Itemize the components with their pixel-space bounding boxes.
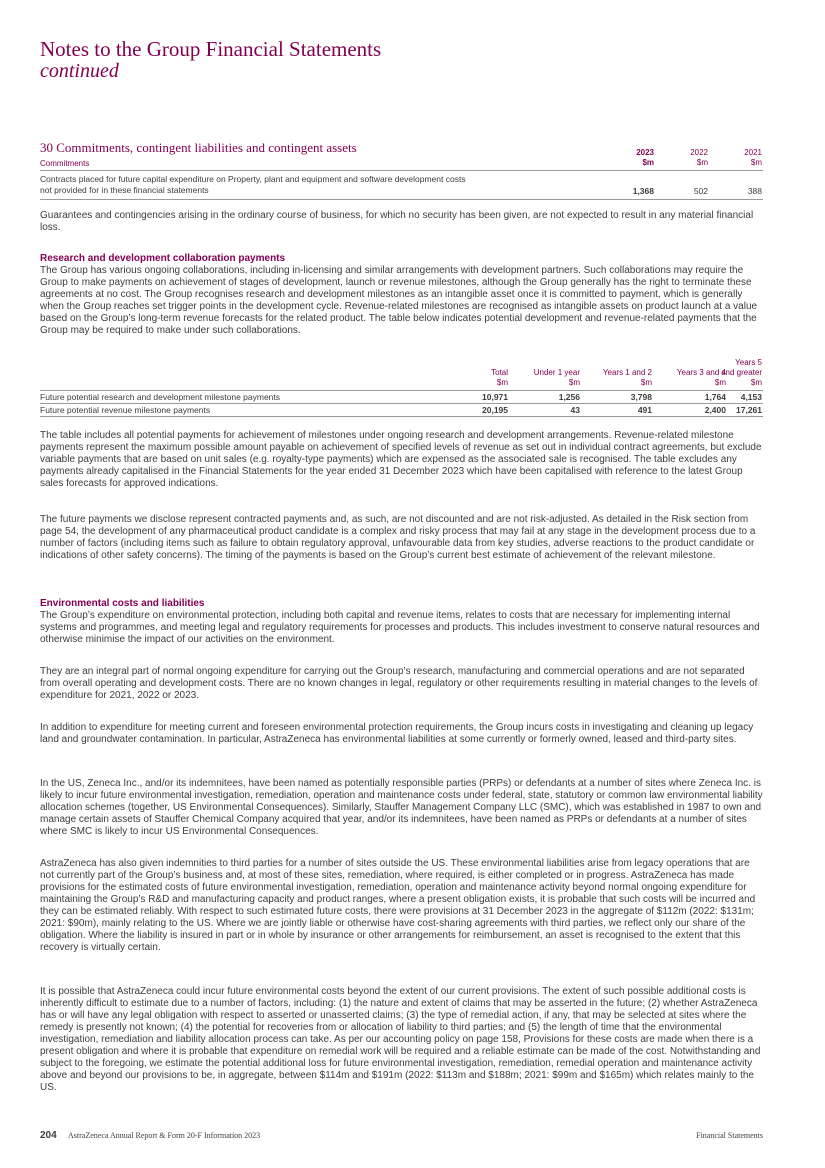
page <box>40 0 763 1168</box>
guarantees-paragraph: Guarantees and contingencies arising in the ordinary course of business, for which no security has been given, are not expected to result in any material financial loss. <box>40 210 754 233</box>
cell-value: 3,798 <box>630 392 652 402</box>
cell-value: 17,261 <box>736 405 762 415</box>
year-2023-header <box>580 148 654 168</box>
page-number: 204 <box>40 1130 57 1141</box>
cell-value: 20,195 <box>482 405 508 415</box>
env-paragraph-3: In addition to expenditure for meeting current and foreseen environmental protection requirements, the Group incurs costs in investigating and cleaning up legacy land and groundwater contamination. In particular, AstraZeneca has environmental liabilities at some currently or formerly owned, leased and third-party sites. <box>40 722 754 745</box>
rnd-heading: Research and development collaboration payments <box>40 253 286 264</box>
table-row <box>40 404 763 417</box>
commitments-table-header <box>40 150 763 171</box>
future-payments-paragraph: The future payments we disclose represent contracted payments and, as such, are not discounted and are not risk-adjusted. As detailed in the Risk section from page 54, the development of any pharmaceutical product candidate is a complex and risky process that may fail at any stage in the development process due to a number of factors (including items such as failure to obtain regulatory approval, unfavourable data from key studies, adverse reactions to the product candidate or indications of other safety concerns). The timing of the payments is based on the Group’s current best estimate of achievement of the relevant milestone. <box>40 514 756 561</box>
unit-label: $m <box>568 378 580 387</box>
column-label: Years 1 and 2 <box>602 368 652 377</box>
value-2022: 502 <box>693 186 708 196</box>
unit-label: $m <box>750 378 762 387</box>
row-description-line: not provided for in these financial statements <box>40 185 209 195</box>
cell-value: 1,764 <box>704 392 726 402</box>
unit-label: $m <box>642 158 654 167</box>
env-paragraph-6: It is possible that AstraZeneca could incur future environmental costs beyond the extent of our current provisions. The extent of such possible additional costs is inherently difficult to estimate due to a number of factors, including: (1) the nature and extent of claims that may be asserted in the future; (2) whether AstraZeneca has or will have any legal obligation with respect to asserted or unasserted claims; (3) the type of remedial action, if any, that may be selected at sites where the remedy is presently not known; (4) the potential for recoveries from or allocation of liability to third parties; and (5) the length of time that the environmental investigation, remediation and liability allocation process can take. As per our accounting policy on page 158, Provisions for these costs are made when there is a present obligation and where it is probable that expenditure on remedial work will be required and a reliable estimate can be made of the cost. Notwithstanding and subject to the foregoing, we estimate the potential additional loss for future environmental investigation, remediation, remedial operation and maintenance activity above and beyond our provisions to be, in aggregate, between $114m and $191m (2022: $113m and $188m; 2021: $99m and $165m) which relates mainly to the US. <box>40 986 761 1093</box>
table-row <box>40 391 763 404</box>
env-heading: Environmental costs and liabilities <box>40 598 205 609</box>
footer-section-name: Financial Statements <box>696 1131 763 1140</box>
row-label: Future potential revenue milestone payments <box>40 405 211 415</box>
col-years-5-greater-header <box>700 358 762 388</box>
env-paragraph-1: The Group’s expenditure on environmental protection, including both capital and revenue items, relates to costs that are necessary for implementing internal systems and programmes, and meeting legal and regulatory requirements for processes and products. This includes investment to conserve natural resources and otherwise minimise the impact of our activities on the environment. <box>40 610 760 645</box>
cell-value: 2,400 <box>704 405 726 415</box>
publication-name: AstraZeneca Annual Report & Form 20-F Information 2023 <box>68 1131 261 1140</box>
unit-label: $m <box>714 378 726 387</box>
milestone-table <box>40 358 763 417</box>
commitments-label: Commitments <box>40 159 90 168</box>
env-paragraph-4: In the US, Zeneca Inc., and/or its indemnitees, have been named as potentially responsible parties (PRPs) or defendants at a number of sites where Zeneca Inc. is likely to incur future environmental investigation, remediation, operation and maintenance costs under federal, state, statutory or common law environmental liability allocation schemes (together, US Environmental Consequences). Similarly, Stauffer Management Company LLC (SMC), which was established in 1987 to own and manage certain assets of Stauffer Chemical Company acquired that year, and/or its indemnitees, have been named as PRPs or defendants at a number of sites where SMC is likely to incur US Environmental Consequences. <box>40 778 763 837</box>
column-label: Total <box>491 368 508 377</box>
unit-label: $m <box>496 378 508 387</box>
column-label: and greater <box>721 368 762 377</box>
unit-label: $m <box>750 158 762 167</box>
page-subtitle: continued <box>40 60 119 82</box>
table-row <box>40 171 763 200</box>
commitments-table <box>40 150 763 200</box>
cell-value: 1,256 <box>558 392 580 402</box>
unit-label: $m <box>696 158 708 167</box>
column-label: Years 3 and 4 <box>676 368 726 377</box>
column-label: Under 1 year <box>533 368 580 377</box>
section-title: 30 Commitments, contingent liabilities and contingent assets <box>40 140 357 155</box>
column-label: Years 5 <box>735 358 762 367</box>
cell-value: 4,153 <box>740 392 762 402</box>
col-total-header <box>440 368 508 388</box>
row-description-line: Contracts placed for future capital expenditure on Property, plant and equipment and software development costs <box>40 174 466 184</box>
col-years-1-2-header <box>580 368 652 388</box>
cell-value: 491 <box>637 405 652 415</box>
value-2023: 1,368 <box>632 186 654 196</box>
env-paragraph-2: They are an integral part of normal ongoing expenditure for carrying out the Group’s research, manufacturing and commercial operations and are not separated from overall operating and development costs. There are no known changes in legal, regulatory or other requirements resulting in material changes to the levels of expenditure for 2021, 2022 or 2023. <box>40 666 758 701</box>
rnd-paragraph: The Group has various ongoing collaborations, including in-licensing and similar arrangements with development partners. Such collaborations may require the Group to make payments on achievement of stages of development, launch or revenue milestones, although the Group generally has the right to terminate these agreements at no cost. The Group recognises research and development milestones as an intangible asset once it is committed to payment, which is generally when the Group reaches set trigger points in the development cycle. Revenue-related milestones are recognised as intangible assets on product launch at a value based on the Group’s long-term revenue forecasts for the related product. The table below indicates potential development and revenue-related payments that the Group may be required to make under such collaborations. <box>40 265 758 336</box>
unit-label: $m <box>640 378 652 387</box>
cell-value: 10,971 <box>482 392 508 402</box>
year-2022-header <box>654 148 708 168</box>
year-label: 2023 <box>636 148 654 157</box>
row-label: Future potential research and development milestone payments <box>40 392 281 402</box>
year-label: 2022 <box>690 148 708 157</box>
value-2021: 388 <box>747 186 762 196</box>
year-2021-header <box>708 148 762 168</box>
env-paragraph-5: AstraZeneca has also given indemnities to third parties for a number of sites outside the US. These environmental liabilities arise from legacy operations that are not currently part of the Group’s business and, at most of these sites, remediation, where required, is either completed or in progress. AstraZeneca has made provisions for the estimated costs of future environmental investigation, remediation, operation and maintenance activity beyond normal ongoing expenditure for maintaining the Group’s R&D and manufacturing capacity and product ranges, where a present obligation exists, it is probable that such costs will be incurred and they can be estimated reliably. With respect to such estimated future costs, there were provisions at 31 December 2023 in the aggregate of $112m (2022: $131m; 2021: $90m), mainly relating to the US. Where we are jointly liable or otherwise have cost-sharing agreements with third parties, we reflect only our share of the obligation. Where the liability is insured in part or in whole by insurance or other arrangements for reimbursement, an asset is recognised to the extent that this recovery is virtually certain. <box>40 858 756 953</box>
year-label: 2021 <box>744 148 762 157</box>
milestone-table-header <box>40 358 763 391</box>
cell-value: 43 <box>570 405 580 415</box>
col-under-1-year-header <box>508 368 580 388</box>
page-footer <box>40 1130 763 1142</box>
page-title: Notes to the Group Financial Statements <box>40 37 382 61</box>
row-description <box>40 174 560 196</box>
table-explanation-paragraph: The table includes all potential payments for achievement of milestones under ongoing research and development arrangements. Revenue-related milestone payments represent the maximum possible amount payable on achievement of specified levels of revenue as set out in individual contract agreements, but exclude variable payments that are based on unit sales (e.g. royalty-type payments) which are expensed as the associated sale is recognised. The table excludes any payments already capitalised in the Financial Statements for the year ended 31 December 2023 which have been capitalised with reference to the latest Group sales forecasts for approved indications. <box>40 430 762 489</box>
